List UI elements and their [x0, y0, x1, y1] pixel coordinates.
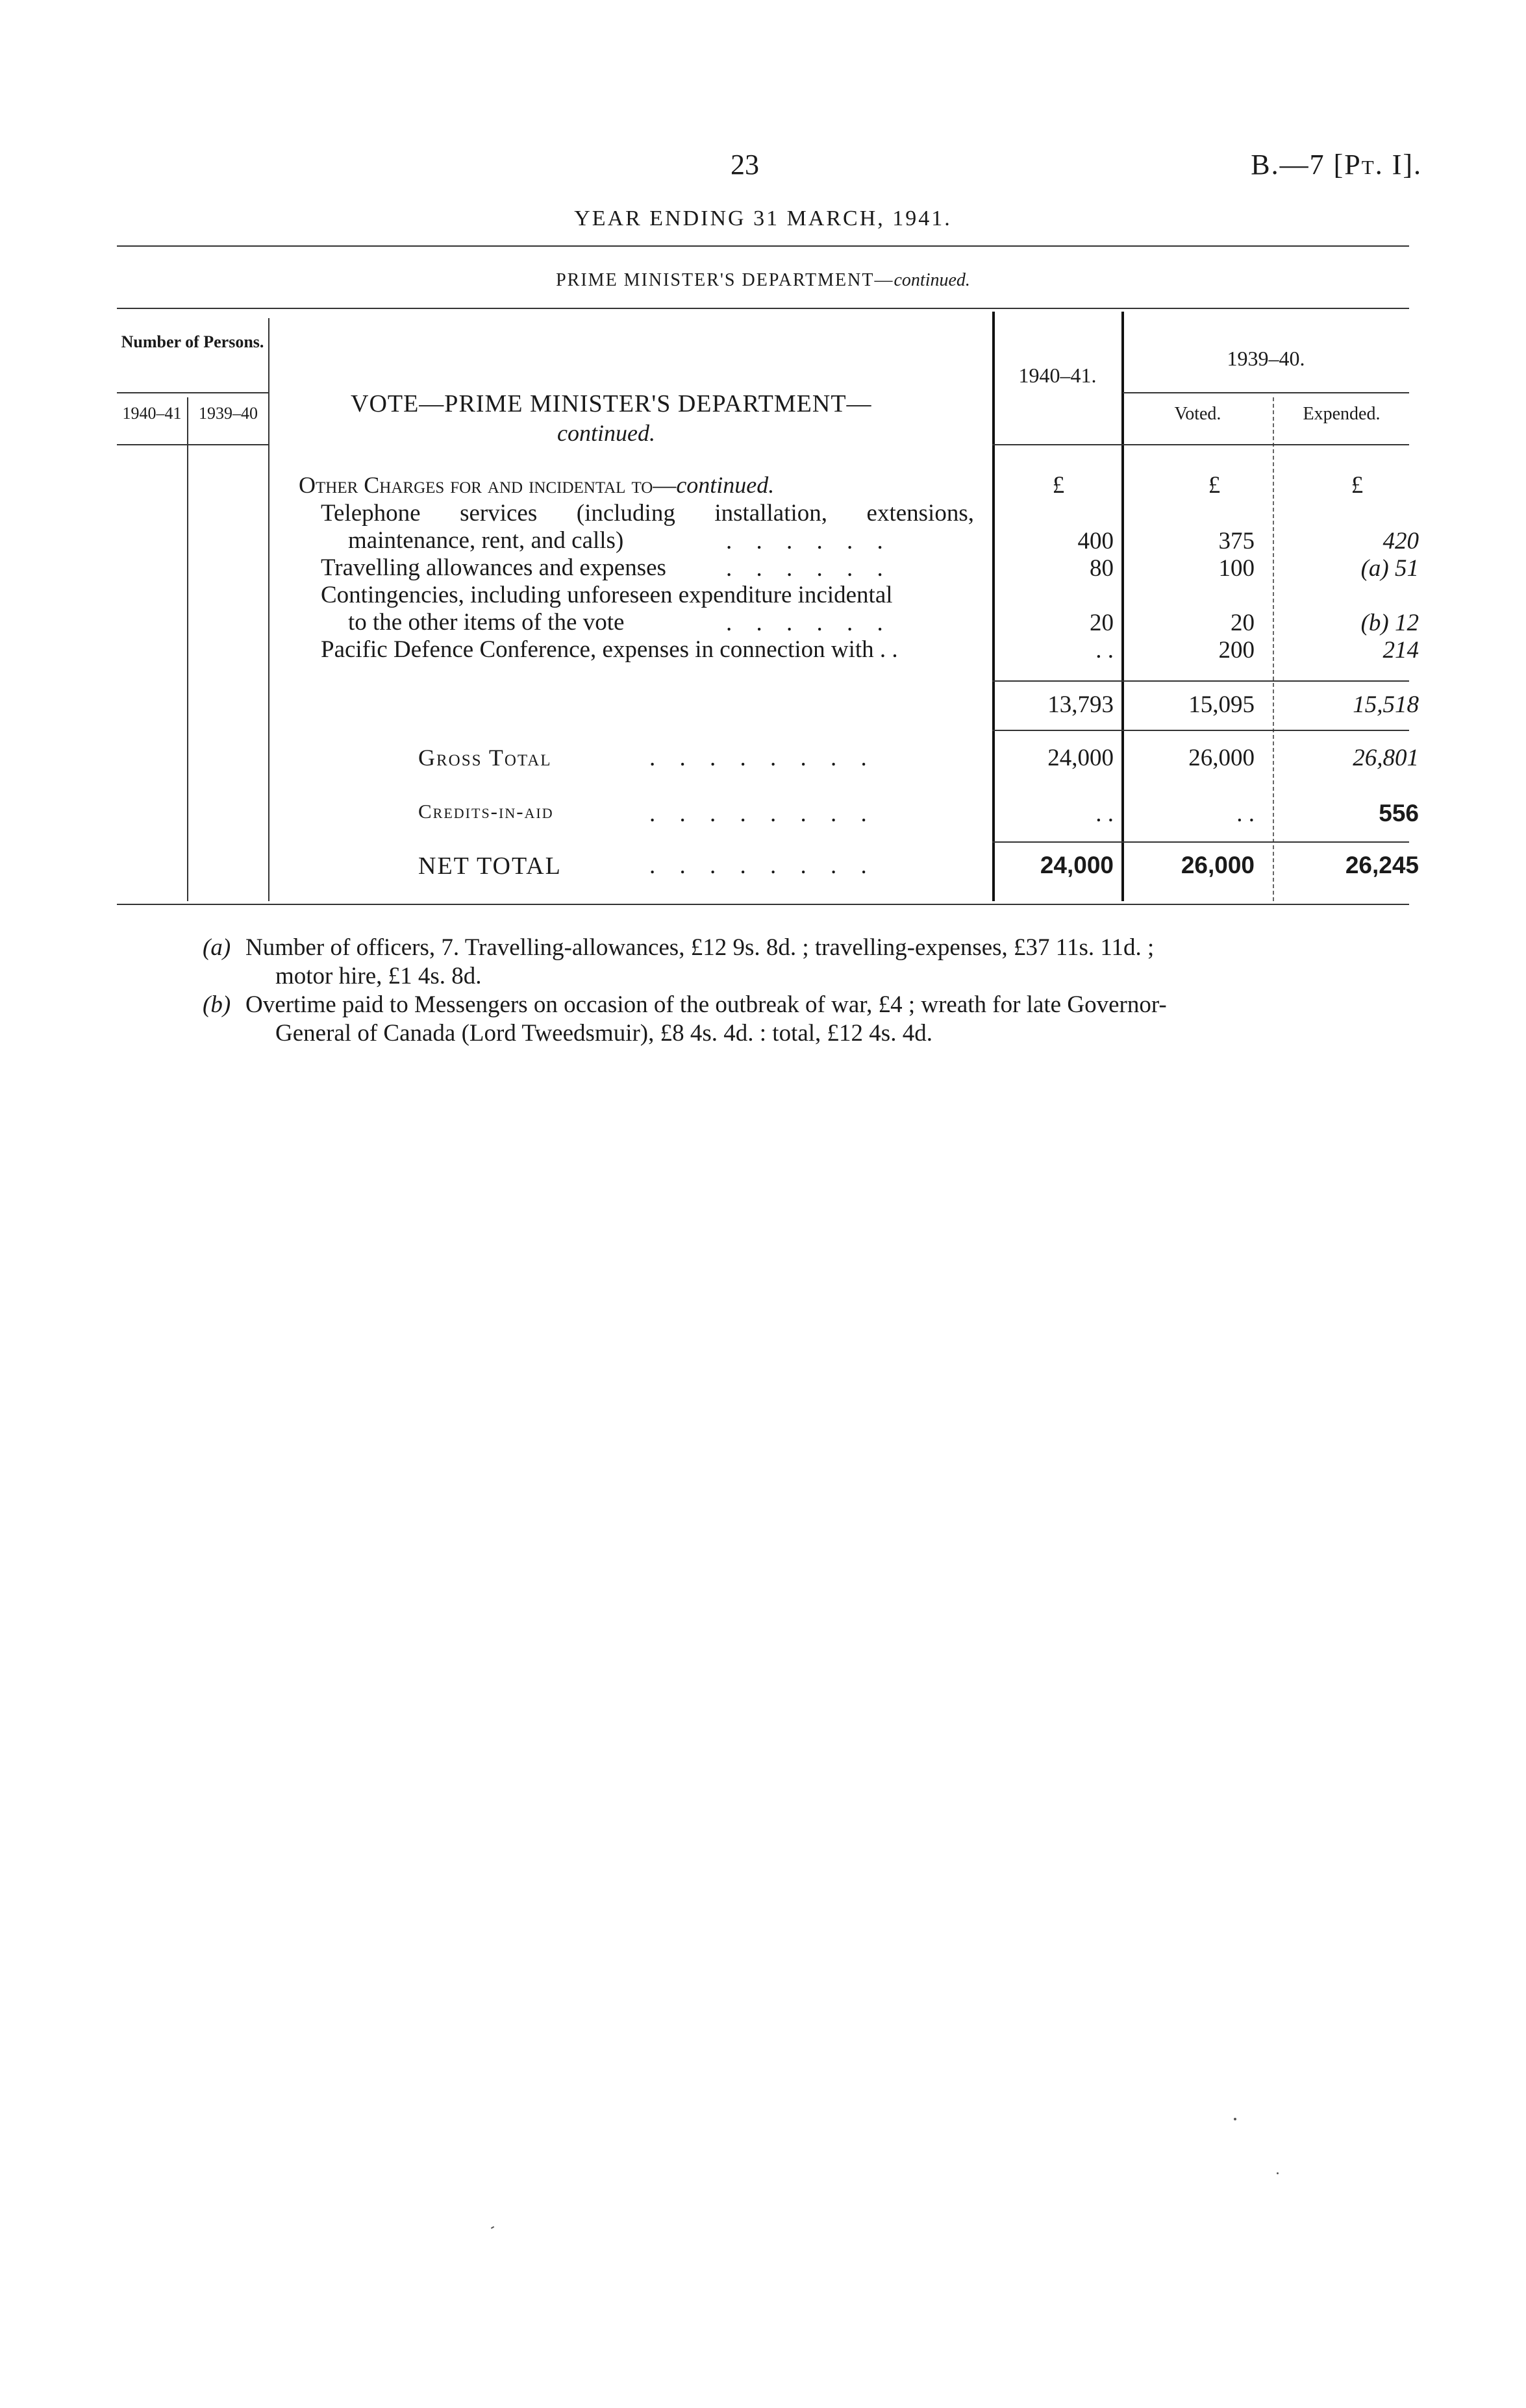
item-telephone-line2: maintenance, rent, and calls) [348, 527, 624, 554]
gross-total-dots: . . . . . . . . [649, 745, 876, 771]
vote-continued: continued. [557, 420, 655, 446]
footnote-b-line2: General of Canada (Lord Tweedsmuir), £8 4s. 4d. : total, £12 4s. 4d. [275, 1020, 932, 1047]
expended-heading: Expended. [1303, 404, 1381, 424]
credits-in-aid-expended: 556 [1379, 800, 1419, 826]
subtotal-bottom-rule [992, 730, 1409, 731]
item-travelling-voted: 100 [1218, 555, 1255, 582]
section-heading-label: Other Charges for and incidental to— [299, 472, 677, 498]
item-contingencies-expended: (b) 12 [1360, 610, 1419, 636]
scan-speck [491, 2226, 494, 2229]
item-contingencies-voted: 20 [1231, 610, 1255, 636]
persons-1940-41-heading: 1940–41 [122, 404, 182, 423]
net-total-1940: 24,000 [1040, 852, 1114, 878]
net-total-label: NET TOTAL [418, 852, 562, 880]
item-travelling-line1: Travelling allowances and expenses [321, 554, 666, 581]
year-1939-40-rule [1123, 392, 1409, 393]
item-pacific-voted: 200 [1218, 637, 1255, 664]
reference-prefix: B.—7 [ [1251, 149, 1345, 180]
reference-part: Pt. I [1344, 149, 1403, 180]
item-telephone-1940: 400 [1077, 528, 1114, 554]
credits-in-aid-1940: . . [1095, 801, 1114, 827]
credits-in-aid-dots: . . . . . . . . [649, 801, 876, 827]
item-contingencies-dots: . . . . . . [726, 610, 892, 636]
item-travelling-dots: . . . . . . [726, 555, 892, 582]
item-telephone-dots: . . . . . . [726, 528, 892, 554]
item-contingencies-line1: Contingencies, including unforeseen expenditure incidental [321, 582, 893, 608]
subtotal-top-rule [992, 680, 1409, 682]
persons-heading-rule [117, 392, 268, 393]
item-pacific-line1: Pacific Defence Conference, expenses in connection with . . [321, 636, 898, 663]
currency-1940-41: £ [1052, 472, 1065, 499]
document-reference [1251, 148, 1422, 181]
department-name: PRIME MINISTER'S DEPARTMENT— [556, 270, 894, 290]
currency-expended: £ [1351, 472, 1364, 499]
voted-heading: Voted. [1174, 404, 1221, 424]
department-title [0, 270, 1526, 291]
subtotal-1940: 13,793 [1047, 691, 1114, 718]
department-continued: continued. [894, 270, 970, 290]
gross-total-label: Gross Total [418, 745, 552, 771]
gross-total-voted: 26,000 [1188, 745, 1255, 771]
item-telephone-expended: 420 [1382, 528, 1419, 554]
year-1940-41-heading: 1940–41. [1018, 364, 1097, 387]
subtotal-voted: 15,095 [1188, 691, 1255, 718]
credits-in-aid-voted: . . [1236, 801, 1255, 827]
persons-split-line [187, 397, 188, 901]
page-number: 23 [731, 149, 759, 180]
scan-speck [1277, 2172, 1279, 2174]
credits-in-aid-label: Credits-in-aid [418, 800, 554, 823]
persons-bottom-rule [117, 444, 268, 445]
vote-title: VOTE—PRIME MINISTER'S DEPARTMENT— [351, 390, 872, 417]
col-1939-left-line [1121, 312, 1124, 901]
voted-expended-divider [1273, 397, 1274, 901]
footnote-a-line1: Number of officers, 7. Travelling-allowances, £12 9s. 8d. ; travelling-expenses, £37 11s. 11d. ; [245, 934, 1155, 961]
net-total-top-rule [992, 841, 1409, 843]
footnote-a-line2: motor hire, £1 4s. 8d. [275, 963, 482, 989]
year-1939-40-heading: 1939–40. [1227, 347, 1305, 370]
item-contingencies-1940: 20 [1090, 610, 1114, 636]
footnote-b-marker: (b) [203, 991, 231, 1018]
net-total-voted: 26,000 [1181, 852, 1255, 878]
item-contingencies-line2: to the other items of the vote [348, 609, 625, 636]
amount-heading-rule [992, 444, 1409, 445]
subtotal-expended: 15,518 [1353, 691, 1419, 718]
item-travelling-1940: 80 [1090, 555, 1114, 582]
gross-total-expended: 26,801 [1353, 745, 1419, 771]
section-heading-continued: continued. [676, 472, 775, 498]
persons-right-line [268, 318, 269, 901]
item-telephone-line1: Telephone services (including installation, extensions, [321, 500, 974, 527]
table-top-rule [117, 308, 1409, 309]
gross-total-1940: 24,000 [1047, 745, 1114, 771]
net-total-expended: 26,245 [1345, 852, 1419, 878]
item-pacific-expended: 214 [1382, 637, 1419, 664]
number-of-persons-heading: Number of Persons. [121, 332, 264, 351]
year-title: YEAR ENDING 31 MARCH, 1941. [574, 206, 952, 230]
scan-speck [1234, 2118, 1236, 2120]
footnote-b-line1: Overtime paid to Messengers on occasion of the outbreak of war, £4 ; wreath for late Governor- [245, 991, 1167, 1018]
net-total-dots: . . . . . . . . [649, 852, 876, 879]
section-heading [299, 471, 774, 499]
item-travelling-expended: (a) 51 [1360, 555, 1419, 582]
col-1940-left-line [992, 312, 995, 901]
item-telephone-voted: 375 [1218, 528, 1255, 554]
table-bottom-rule [117, 904, 1409, 905]
persons-1939-40-heading: 1939–40 [199, 404, 258, 423]
item-pacific-1940: . . [1095, 637, 1114, 664]
currency-voted: £ [1208, 472, 1221, 499]
reference-suffix: ]. [1403, 149, 1422, 180]
footnote-a-marker: (a) [203, 934, 231, 961]
header-rule [117, 245, 1409, 247]
